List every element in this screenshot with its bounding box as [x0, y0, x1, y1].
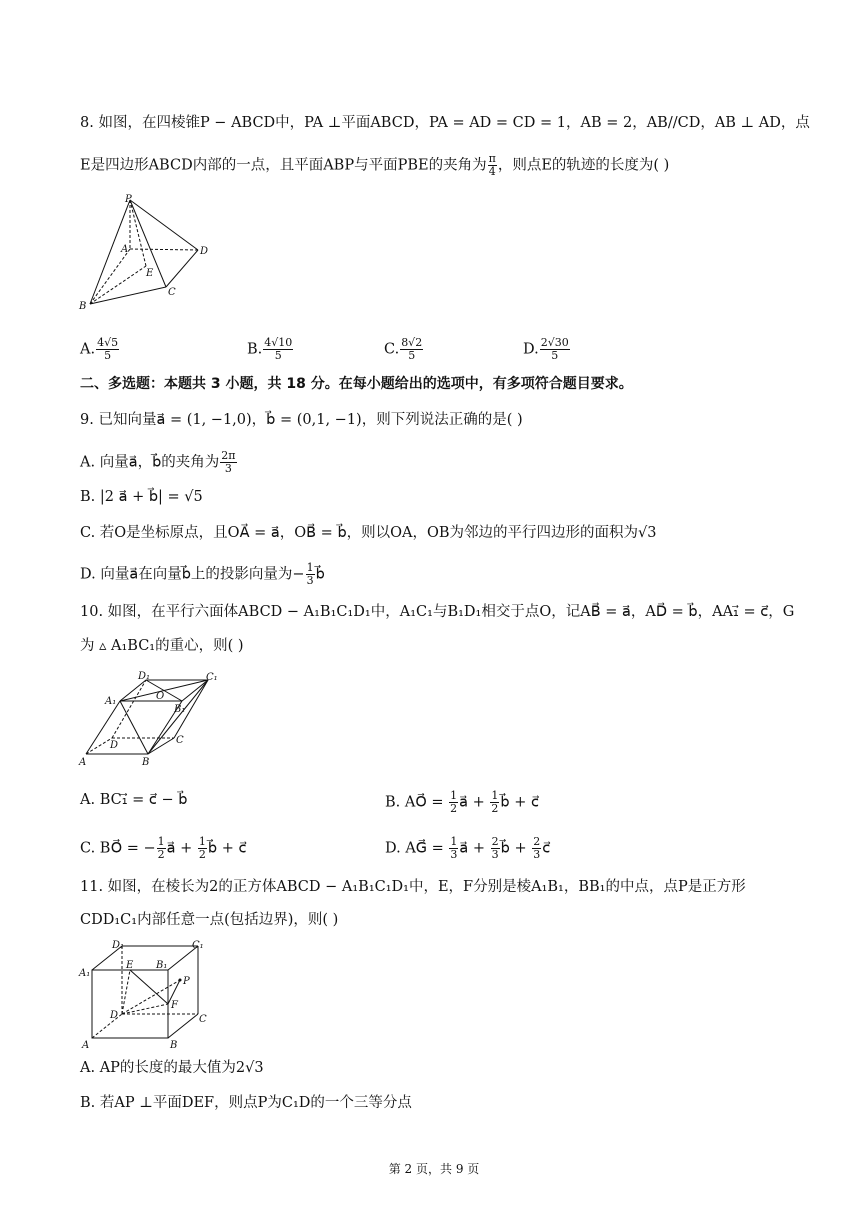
q11-label-A1: A₁ [79, 968, 91, 979]
q10-line2: 为 ▵ A₁BC₁的重心，则( ) [80, 638, 244, 654]
q8-option-a-num: 4√5 [97, 336, 119, 349]
q8-line2-b: ，则点E的轨迹的长度为( ) [497, 157, 670, 174]
q10-parallelepiped-figure [78, 668, 228, 770]
q8-angle-fraction [488, 153, 497, 178]
q8-option-d-num: 2√30 [540, 336, 569, 349]
q9-option-a-num: 2π [221, 449, 236, 462]
q10-option-d-f1n: 1 [450, 835, 458, 848]
q10-option-a: A. BC₁⃗ = c⃗ − b⃗ [80, 792, 188, 808]
q8-option-a [80, 337, 120, 362]
q8-option-d-letter: D. [523, 341, 539, 358]
q10-option-d-f3n: 2 [533, 835, 541, 848]
q11-label-D1: D₁ [112, 940, 125, 951]
q11-label-P: P [183, 976, 190, 987]
q8-option-b-letter: B. [247, 341, 263, 358]
q8-label-P: P [125, 194, 132, 205]
q10-label-D: D [110, 740, 119, 751]
q10-option-d-m2: b⃗ + [500, 840, 532, 857]
q8-option-b-den: 5 [274, 349, 282, 362]
q9-option-c: C. 若O是坐标原点，且OA⃗ = a⃗，OB⃗ = b⃗，则以OA，OB为邻边的平行四边形的面积为√3 [80, 525, 657, 541]
q11-line2: CDD₁C₁内部任意一点(包括边界)，则( ) [80, 912, 339, 928]
q8-option-b-num: 4√10 [264, 336, 293, 349]
q10-label-D1: D₁ [138, 671, 151, 682]
q10-option-d-f2n: 2 [491, 835, 499, 848]
q8-option-a-den: 5 [104, 349, 112, 362]
section-heading: 二、多选题：本题共 3 小题，共 18 分。在每小题给出的选项中，有多项符合题目要求。 [80, 376, 633, 392]
q11-label-F: F [171, 1000, 178, 1011]
q10-label-A: A [79, 757, 87, 768]
q8-option-b [247, 337, 294, 362]
q8-line2 [80, 153, 669, 178]
q11-option-a: A. AP的长度的最大值为2√3 [80, 1060, 264, 1076]
q8-option-c-letter: C. [384, 341, 400, 358]
q9-option-b: B. |2 a⃗ + b⃗| = √5 [80, 489, 203, 505]
q8-line1: 8. 如图，在四棱锥P − ABCD中，PA ⊥平面ABCD，PA = AD = CD = 1，AB = 2，AB//CD，AB ⊥ AD，点 [80, 115, 810, 131]
q10-option-d-a: D. AG⃗ = [385, 840, 449, 857]
q8-frac-num: π [488, 152, 496, 165]
q10-option-c-f2d: 2 [198, 848, 206, 861]
q8-line2-a: E是四边形ABCD内部的一点，且平面ABP与平面PBE的夹角为 [80, 157, 487, 174]
q8-option-c [384, 337, 424, 362]
q9-option-d [80, 562, 325, 587]
q8-label-D: D [200, 246, 209, 257]
q11-cube-figure [78, 938, 208, 1050]
q10-line1: 10. 如图，在平行六面体ABCD − A₁B₁C₁D₁中，A₁C₁与B₁D₁相交于点O，记AB⃗ = a⃗，AD⃗ = b⃗，AA₁⃗ = c⃗，G [80, 604, 795, 620]
q10-label-C: C [176, 735, 184, 746]
q10-option-b-f1d: 2 [450, 802, 458, 815]
q11-label-E: E [126, 960, 134, 971]
q11-label-A: A [82, 1040, 90, 1050]
q10-option-d-m1: a⃗ + [459, 840, 490, 857]
q8-label-A: A [121, 244, 129, 255]
q11-option-b: B. 若AP ⊥平面DEF，则点P为C₁D的一个三等分点 [80, 1095, 412, 1111]
q11-line1: 11. 如图，在棱长为2的正方体ABCD − A₁B₁C₁D₁中，E，F分别是棱A₁B₁，BB₁的中点，点P是正方形 [80, 879, 746, 895]
q8-option-c-den: 5 [408, 349, 416, 362]
q10-option-d-f1d: 3 [450, 848, 458, 861]
q10-label-O: O [156, 691, 165, 702]
q11-label-B: B [170, 1040, 178, 1050]
q9-option-a-text: A. 向量a⃗，b⃗的夹角为 [80, 454, 220, 471]
q10-option-b-a: B. AO⃗ = [385, 794, 449, 811]
q10-option-c-a: C. BO⃗ = − [80, 840, 156, 857]
q8-frac-den: 4 [488, 165, 496, 178]
q8-option-d [523, 337, 571, 362]
q10-option-c-m: a⃗ + [166, 840, 197, 857]
q10-option-c-f1d: 2 [157, 848, 165, 861]
page-footer: 第 2 页，共 9 页 [388, 1162, 480, 1176]
q8-label-B: B [79, 301, 87, 312]
q9-stem: 9. 已知向量a⃗ = (1, −1,0)，b⃗ = (0,1, −1)，则下列说法正确的是( ) [80, 412, 523, 428]
q10-label-B: B [142, 757, 150, 768]
q11-label-B1: B₁ [156, 960, 168, 971]
q10-label-A1: A₁ [105, 696, 117, 707]
q10-option-d-f2d: 3 [491, 848, 499, 861]
q10-option-b-m: a⃗ + [459, 794, 490, 811]
q9-option-d-vector: b⃗ [315, 566, 325, 583]
q10-option-c [80, 836, 246, 861]
q9-option-d-text: D. 向量a⃗在向量b⃗上的投影向量为− [80, 566, 305, 583]
q11-label-C: C [199, 1014, 207, 1025]
q8-pyramid-figure [78, 192, 218, 312]
q10-label-B1: B₁ [174, 704, 186, 715]
q9-option-d-den: 3 [306, 574, 314, 587]
q9-option-d-num: 1 [306, 561, 314, 574]
q10-option-b-f1n: 1 [450, 789, 458, 802]
q10-option-c-f1n: 1 [157, 835, 165, 848]
q10-option-d-b: c⃗ [542, 840, 551, 857]
q8-option-a-letter: A. [80, 341, 96, 358]
q11-label-C1: C₁ [192, 940, 204, 951]
q10-option-b-b: b⃗ + c⃗ [500, 794, 539, 811]
q10-option-d-f3d: 3 [533, 848, 541, 861]
q9-option-a [80, 450, 238, 475]
q8-label-E: E [146, 268, 154, 279]
q8-label-C: C [168, 287, 176, 298]
q9-option-a-den: 3 [224, 462, 232, 475]
q10-option-b [385, 790, 539, 815]
q10-option-d [385, 836, 550, 861]
q10-option-b-f2n: 1 [491, 789, 499, 802]
q8-option-c-num: 8√2 [401, 336, 423, 349]
q11-label-D: D [110, 1010, 119, 1021]
q10-label-C1: C₁ [206, 672, 218, 683]
q10-option-c-f2n: 1 [198, 835, 206, 848]
q8-option-d-den: 5 [551, 349, 559, 362]
q10-option-b-f2d: 2 [491, 802, 499, 815]
q10-option-c-b: b⃗ + c⃗ [207, 840, 247, 857]
